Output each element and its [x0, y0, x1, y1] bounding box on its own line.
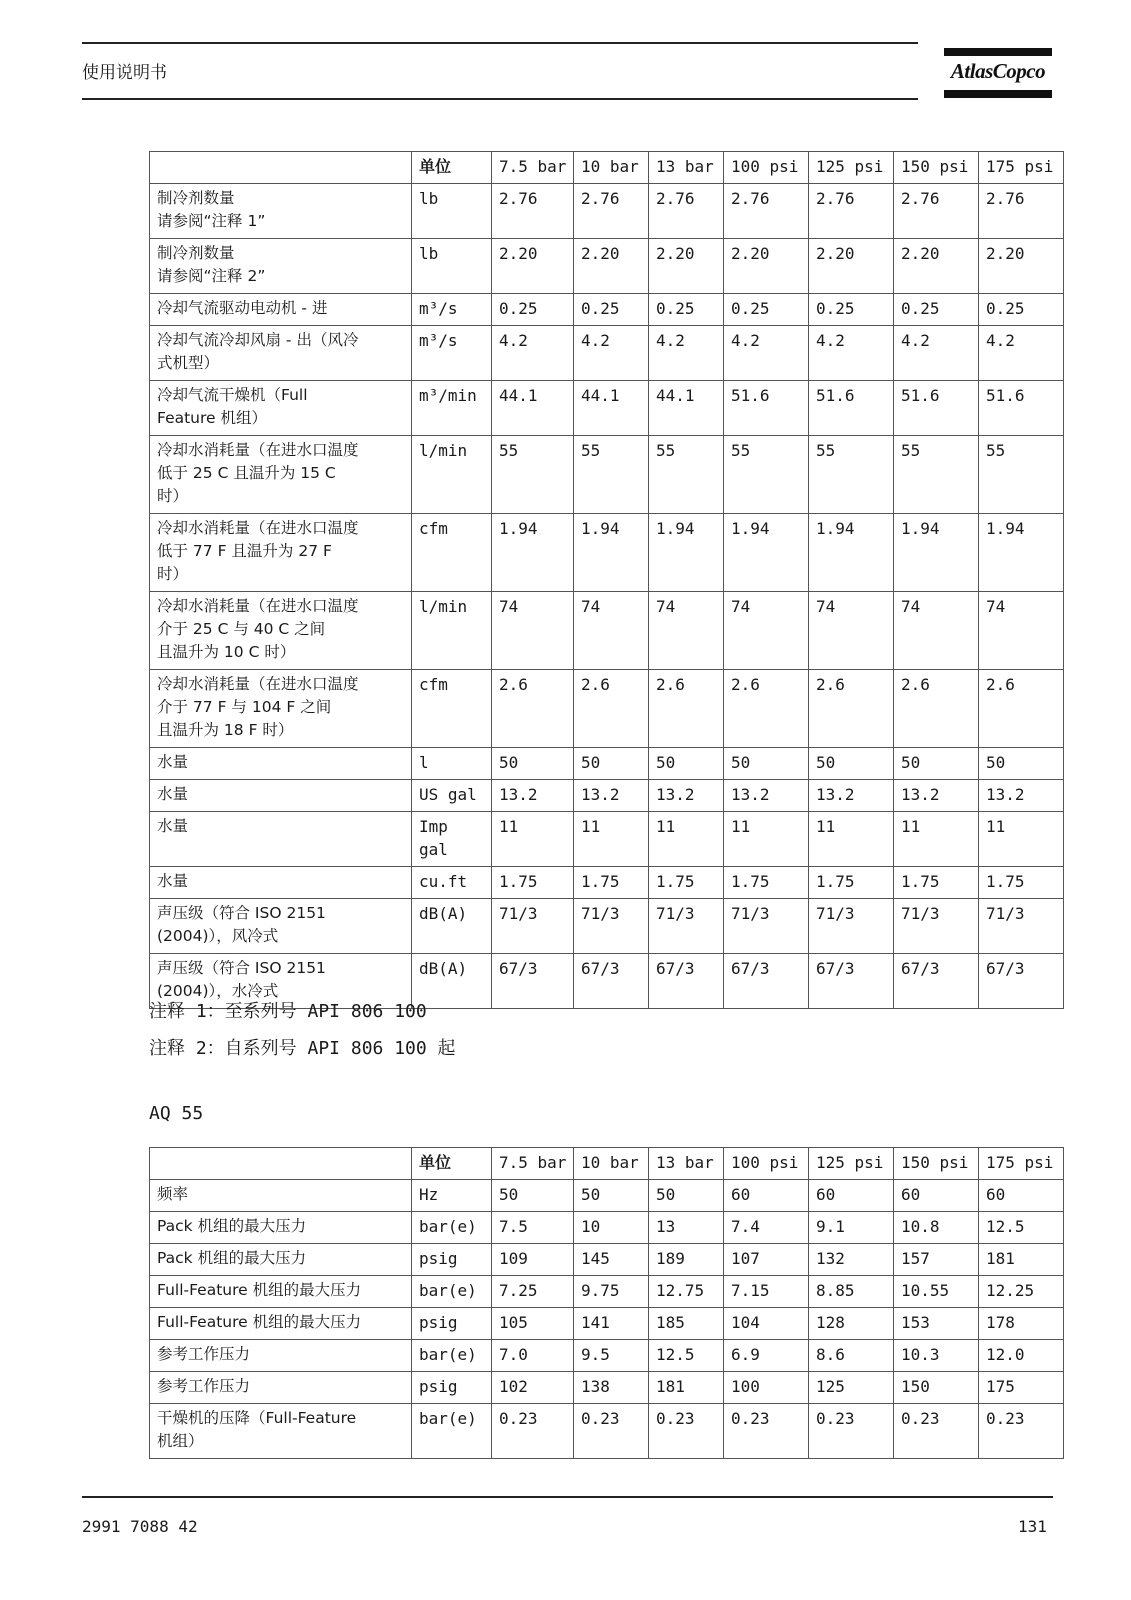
row-label: 参考工作压力 [150, 1372, 412, 1404]
value-cell: 1.94 [649, 514, 724, 592]
row-label: 冷却水消耗量（在进水口温度 低于 77 F 且温升为 27 F 时） [150, 514, 412, 592]
value-cell: 10 [574, 1212, 649, 1244]
unit-cell: psig [412, 1372, 492, 1404]
table-row [150, 592, 1064, 670]
value-cell: 51.6 [894, 381, 979, 436]
value-cell: 1.75 [649, 867, 724, 899]
value-cell: 0.25 [649, 294, 724, 326]
unit-cell: lb [412, 239, 492, 294]
unit-cell: Hz [412, 1180, 492, 1212]
atlas-copco-logo [944, 48, 1052, 98]
unit-cell: bar(e) [412, 1340, 492, 1372]
value-cell: 11 [492, 812, 574, 867]
value-cell: 67/3 [492, 954, 574, 1009]
value-cell: 9.5 [574, 1340, 649, 1372]
value-cell: 1.75 [574, 867, 649, 899]
value-cell: 55 [979, 436, 1064, 514]
value-cell: 12.5 [649, 1340, 724, 1372]
document-title: 使用说明书 [82, 63, 167, 83]
unit-cell: lb [412, 184, 492, 239]
unit-cell: cfm [412, 670, 492, 748]
value-cell: 71/3 [574, 899, 649, 954]
note-1: 注释 1：至系列号 API 806 100 [149, 1001, 427, 1022]
value-cell: 74 [649, 592, 724, 670]
row-label: 水量 [150, 748, 412, 780]
value-cell: 2.76 [724, 184, 809, 239]
header-cell: 175 psi [979, 1148, 1064, 1180]
value-cell: 13.2 [894, 780, 979, 812]
value-cell: 0.23 [649, 1404, 724, 1459]
value-cell: 185 [649, 1308, 724, 1340]
value-cell: 4.2 [574, 326, 649, 381]
value-cell: 55 [649, 436, 724, 514]
table-row [150, 1340, 1064, 1372]
value-cell: 1.75 [724, 867, 809, 899]
table-row [150, 780, 1064, 812]
value-cell: 1.94 [894, 514, 979, 592]
value-cell: 0.23 [574, 1404, 649, 1459]
value-cell: 55 [809, 436, 894, 514]
value-cell: 0.25 [724, 294, 809, 326]
header-cell: 13 bar [649, 1148, 724, 1180]
value-cell: 50 [649, 1180, 724, 1212]
value-cell: 145 [574, 1244, 649, 1276]
value-cell: 11 [979, 812, 1064, 867]
value-cell: 51.6 [979, 381, 1064, 436]
value-cell: 2.6 [724, 670, 809, 748]
value-cell: 178 [979, 1308, 1064, 1340]
value-cell: 50 [574, 1180, 649, 1212]
value-cell: 100 [724, 1372, 809, 1404]
value-cell: 10.8 [894, 1212, 979, 1244]
unit-cell: dB(A) [412, 899, 492, 954]
value-cell: 13.2 [492, 780, 574, 812]
header-cell: 150 psi [894, 1148, 979, 1180]
table-row [150, 1276, 1064, 1308]
value-cell: 0.23 [724, 1404, 809, 1459]
value-cell: 71/3 [724, 899, 809, 954]
value-cell: 10.3 [894, 1340, 979, 1372]
value-cell: 0.23 [894, 1404, 979, 1459]
value-cell: 11 [724, 812, 809, 867]
row-label: 干燥机的压降（Full-Feature 机组） [150, 1404, 412, 1459]
row-label: 制冷剂数量 请参阅“注释 1” [150, 184, 412, 239]
value-cell: 7.5 [492, 1212, 574, 1244]
row-label: 冷却气流干燥机（Full Feature 机组） [150, 381, 412, 436]
value-cell: 13.2 [809, 780, 894, 812]
section-title-aq55: AQ 55 [149, 1103, 204, 1124]
unit-cell: bar(e) [412, 1404, 492, 1459]
value-cell: 109 [492, 1244, 574, 1276]
value-cell: 60 [724, 1180, 809, 1212]
value-cell: 1.94 [574, 514, 649, 592]
spec-table-2 [149, 1147, 1064, 1459]
value-cell: 44.1 [492, 381, 574, 436]
value-cell: 67/3 [724, 954, 809, 1009]
value-cell: 50 [894, 748, 979, 780]
value-cell: 55 [574, 436, 649, 514]
value-cell: 7.0 [492, 1340, 574, 1372]
value-cell: 125 [809, 1372, 894, 1404]
header-cell: 125 psi [809, 152, 894, 184]
header-cell: 10 bar [574, 1148, 649, 1180]
unit-cell: psig [412, 1308, 492, 1340]
value-cell: 1.75 [809, 867, 894, 899]
value-cell: 50 [724, 748, 809, 780]
value-cell: 2.6 [809, 670, 894, 748]
value-cell: 2.6 [894, 670, 979, 748]
value-cell: 2.20 [724, 239, 809, 294]
value-cell: 60 [979, 1180, 1064, 1212]
value-cell: 67/3 [574, 954, 649, 1009]
table-row [150, 436, 1064, 514]
value-cell: 138 [574, 1372, 649, 1404]
unit-cell: bar(e) [412, 1276, 492, 1308]
value-cell: 11 [649, 812, 724, 867]
unit-cell: m³/s [412, 294, 492, 326]
unit-cell: psig [412, 1244, 492, 1276]
unit-cell: bar(e) [412, 1212, 492, 1244]
header-cell: 125 psi [809, 1148, 894, 1180]
unit-cell: Imp gal [412, 812, 492, 867]
row-label: 冷却气流冷却风扇 - 出（风冷 式机型） [150, 326, 412, 381]
value-cell: 74 [979, 592, 1064, 670]
value-cell: 71/3 [979, 899, 1064, 954]
value-cell: 0.25 [809, 294, 894, 326]
value-cell: 51.6 [724, 381, 809, 436]
value-cell: 67/3 [809, 954, 894, 1009]
value-cell: 74 [492, 592, 574, 670]
value-cell: 4.2 [724, 326, 809, 381]
value-cell: 12.25 [979, 1276, 1064, 1308]
value-cell: 50 [492, 748, 574, 780]
header-rule-top [82, 42, 918, 44]
value-cell: 189 [649, 1244, 724, 1276]
table-row [150, 1244, 1064, 1276]
table-row [150, 1180, 1064, 1212]
value-cell: 9.75 [574, 1276, 649, 1308]
table-header-row [150, 152, 1064, 184]
value-cell: 0.23 [979, 1404, 1064, 1459]
value-cell: 12.75 [649, 1276, 724, 1308]
row-label: 水量 [150, 867, 412, 899]
value-cell: 44.1 [649, 381, 724, 436]
value-cell: 1.75 [492, 867, 574, 899]
table-row [150, 1308, 1064, 1340]
value-cell: 71/3 [894, 899, 979, 954]
header-cell: 7.5 bar [492, 1148, 574, 1180]
value-cell: 1.75 [894, 867, 979, 899]
header-cell: 100 psi [724, 152, 809, 184]
unit-cell: l/min [412, 592, 492, 670]
row-label: 冷却水消耗量（在进水口温度 低于 25 C 且温升为 15 C 时） [150, 436, 412, 514]
value-cell: 55 [492, 436, 574, 514]
value-cell: 9.1 [809, 1212, 894, 1244]
table-row [150, 239, 1064, 294]
header-cell: 10 bar [574, 152, 649, 184]
table-row [150, 326, 1064, 381]
value-cell: 11 [809, 812, 894, 867]
value-cell: 2.20 [649, 239, 724, 294]
value-cell: 55 [894, 436, 979, 514]
spec-table-1 [149, 151, 1064, 1009]
value-cell: 13.2 [574, 780, 649, 812]
value-cell: 50 [574, 748, 649, 780]
table-row [150, 670, 1064, 748]
value-cell: 102 [492, 1372, 574, 1404]
page-number: 131 [1018, 1517, 1047, 1536]
table-row [150, 514, 1064, 592]
value-cell: 8.6 [809, 1340, 894, 1372]
value-cell: 10.55 [894, 1276, 979, 1308]
row-label: Full-Feature 机组的最大压力 [150, 1308, 412, 1340]
value-cell: 71/3 [809, 899, 894, 954]
value-cell: 67/3 [894, 954, 979, 1009]
value-cell: 71/3 [649, 899, 724, 954]
value-cell: 0.25 [492, 294, 574, 326]
table-row [150, 867, 1064, 899]
header-cell-blank [150, 152, 412, 184]
value-cell: 51.6 [809, 381, 894, 436]
value-cell: 8.85 [809, 1276, 894, 1308]
row-label: 冷却水消耗量（在进水口温度 介于 25 C 与 40 C 之间 且温升为 10 C 时） [150, 592, 412, 670]
header-cell: 7.5 bar [492, 152, 574, 184]
value-cell: 13.2 [649, 780, 724, 812]
value-cell: 4.2 [649, 326, 724, 381]
value-cell: 0.25 [894, 294, 979, 326]
row-label: 频率 [150, 1180, 412, 1212]
table-row [150, 899, 1064, 954]
value-cell: 175 [979, 1372, 1064, 1404]
table-row [150, 1372, 1064, 1404]
value-cell: 104 [724, 1308, 809, 1340]
value-cell: 13 [649, 1212, 724, 1244]
row-label: 声压级（符合 ISO 2151 (2004)），水冷式 [150, 954, 412, 1009]
value-cell: 6.9 [724, 1340, 809, 1372]
value-cell: 1.94 [724, 514, 809, 592]
value-cell: 2.76 [894, 184, 979, 239]
value-cell: 2.20 [894, 239, 979, 294]
value-cell: 13.2 [979, 780, 1064, 812]
header-cell: 175 psi [979, 152, 1064, 184]
table-row [150, 748, 1064, 780]
value-cell: 7.25 [492, 1276, 574, 1308]
header-cell: 单位 [412, 1148, 492, 1180]
value-cell: 2.6 [492, 670, 574, 748]
header-cell: 150 psi [894, 152, 979, 184]
value-cell: 0.23 [809, 1404, 894, 1459]
value-cell: 107 [724, 1244, 809, 1276]
value-cell: 60 [809, 1180, 894, 1212]
value-cell: 105 [492, 1308, 574, 1340]
value-cell: 150 [894, 1372, 979, 1404]
value-cell: 1.75 [979, 867, 1064, 899]
value-cell: 7.4 [724, 1212, 809, 1244]
row-label: 声压级（符合 ISO 2151 (2004)），风冷式 [150, 899, 412, 954]
value-cell: 2.6 [649, 670, 724, 748]
value-cell: 67/3 [979, 954, 1064, 1009]
value-cell: 2.76 [809, 184, 894, 239]
unit-cell: m³/min [412, 381, 492, 436]
value-cell: 67/3 [649, 954, 724, 1009]
value-cell: 1.94 [809, 514, 894, 592]
value-cell: 157 [894, 1244, 979, 1276]
value-cell: 4.2 [809, 326, 894, 381]
unit-cell: US gal [412, 780, 492, 812]
value-cell: 11 [894, 812, 979, 867]
table-row [150, 812, 1064, 867]
note-2: 注释 2：自系列号 API 806 100 起 [149, 1038, 456, 1059]
value-cell: 12.5 [979, 1212, 1064, 1244]
unit-cell: cu.ft [412, 867, 492, 899]
value-cell: 60 [894, 1180, 979, 1212]
table-header-row [150, 1148, 1064, 1180]
value-cell: 50 [649, 748, 724, 780]
value-cell: 128 [809, 1308, 894, 1340]
header-rule-bottom [82, 98, 918, 100]
doc-number: 2991 7088 42 [82, 1517, 198, 1536]
value-cell: 11 [574, 812, 649, 867]
value-cell: 74 [724, 592, 809, 670]
header-cell: 单位 [412, 152, 492, 184]
value-cell: 0.25 [979, 294, 1064, 326]
value-cell: 153 [894, 1308, 979, 1340]
logo-bar-bottom [944, 90, 1052, 98]
value-cell: 4.2 [894, 326, 979, 381]
unit-cell: cfm [412, 514, 492, 592]
unit-cell: m³/s [412, 326, 492, 381]
value-cell: 181 [649, 1372, 724, 1404]
value-cell: 74 [809, 592, 894, 670]
value-cell: 181 [979, 1244, 1064, 1276]
value-cell: 44.1 [574, 381, 649, 436]
row-label: Pack 机组的最大压力 [150, 1244, 412, 1276]
value-cell: 1.94 [979, 514, 1064, 592]
value-cell: 132 [809, 1244, 894, 1276]
table-row [150, 1404, 1064, 1459]
row-label: 水量 [150, 780, 412, 812]
header-cell: 13 bar [649, 152, 724, 184]
value-cell: 2.20 [574, 239, 649, 294]
value-cell: 13.2 [724, 780, 809, 812]
spec-table-2-body [150, 1148, 1064, 1459]
value-cell: 0.23 [492, 1404, 574, 1459]
value-cell: 2.20 [809, 239, 894, 294]
unit-cell: dB(A) [412, 954, 492, 1009]
table-row [150, 294, 1064, 326]
value-cell: 4.2 [979, 326, 1064, 381]
row-label: 参考工作压力 [150, 1340, 412, 1372]
value-cell: 1.94 [492, 514, 574, 592]
table-row [150, 184, 1064, 239]
value-cell: 2.20 [979, 239, 1064, 294]
row-label: Pack 机组的最大压力 [150, 1212, 412, 1244]
table-row [150, 381, 1064, 436]
value-cell: 55 [724, 436, 809, 514]
value-cell: 50 [809, 748, 894, 780]
value-cell: 2.76 [492, 184, 574, 239]
value-cell: 50 [979, 748, 1064, 780]
row-label: 冷却气流驱动电动机 - 进 [150, 294, 412, 326]
value-cell: 2.76 [649, 184, 724, 239]
value-cell: 4.2 [492, 326, 574, 381]
value-cell: 12.0 [979, 1340, 1064, 1372]
row-label: 水量 [150, 812, 412, 867]
value-cell: 2.6 [979, 670, 1064, 748]
row-label: Full-Feature 机组的最大压力 [150, 1276, 412, 1308]
row-label: 冷却水消耗量（在进水口温度 介于 77 F 与 104 F 之间 且温升为 18 F 时） [150, 670, 412, 748]
value-cell: 2.76 [574, 184, 649, 239]
unit-cell: l/min [412, 436, 492, 514]
value-cell: 74 [574, 592, 649, 670]
row-label: 制冷剂数量 请参阅“注释 2” [150, 239, 412, 294]
header-cell: 100 psi [724, 1148, 809, 1180]
value-cell: 50 [492, 1180, 574, 1212]
value-cell: 2.20 [492, 239, 574, 294]
logo-bar-top [944, 48, 1052, 56]
value-cell: 2.6 [574, 670, 649, 748]
value-cell: 141 [574, 1308, 649, 1340]
logo-text: AtlasCopco [950, 59, 1046, 83]
table-row [150, 1212, 1064, 1244]
value-cell: 7.15 [724, 1276, 809, 1308]
value-cell: 74 [894, 592, 979, 670]
spec-table-1-body [150, 152, 1064, 1009]
value-cell: 2.76 [979, 184, 1064, 239]
footer-rule [82, 1496, 1053, 1498]
unit-cell: l [412, 748, 492, 780]
value-cell: 0.25 [574, 294, 649, 326]
value-cell: 71/3 [492, 899, 574, 954]
header-cell-blank [150, 1148, 412, 1180]
